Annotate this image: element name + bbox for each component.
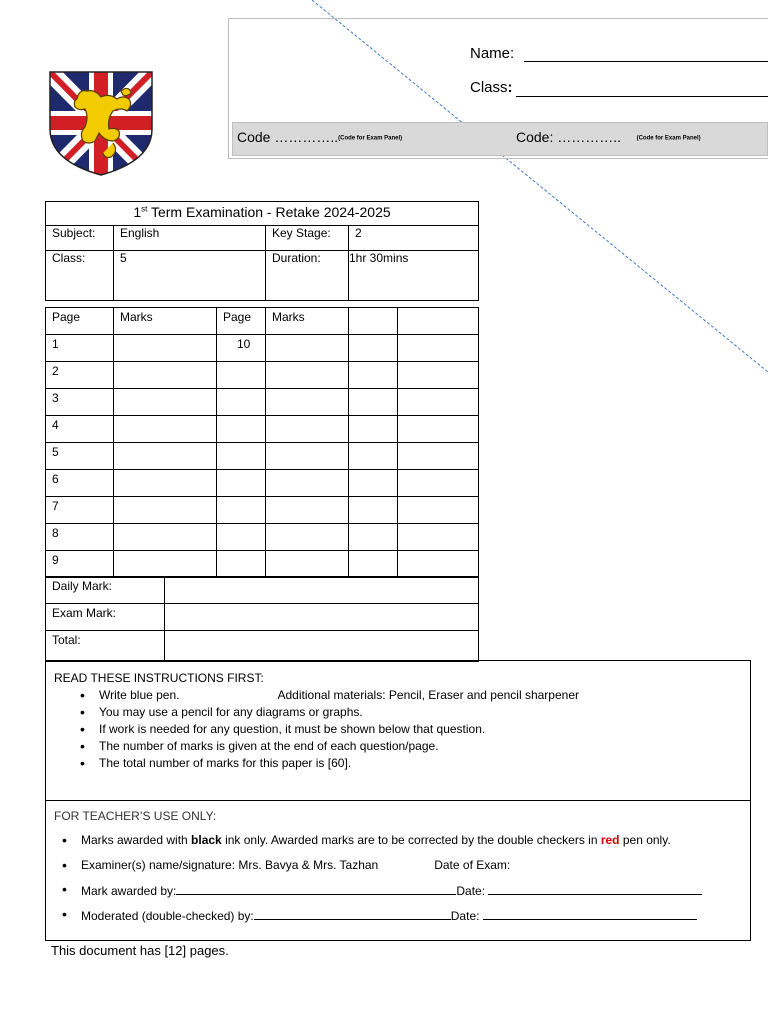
class-label: Class: bbox=[46, 251, 114, 301]
page-cell: 8 bbox=[46, 524, 114, 551]
blank-cell bbox=[398, 335, 479, 362]
subject-value: English bbox=[114, 226, 266, 251]
code-field-left: Code …………..(Code for Exam Panel) bbox=[237, 129, 403, 145]
page-cell: 6 bbox=[46, 470, 114, 497]
list-item: • Examiner(s) name/signature: Mrs. Bavya & Mrs. Tazhan Date of Exam: bbox=[56, 858, 702, 883]
mark-awarded-by-field[interactable] bbox=[176, 882, 456, 895]
moderated-by-field[interactable] bbox=[254, 907, 451, 920]
table-row bbox=[46, 551, 479, 578]
page-count-note: This document has [12] pages. bbox=[51, 943, 229, 958]
marks-table bbox=[45, 307, 479, 578]
total-label: Total: bbox=[46, 631, 165, 662]
instructions-list bbox=[74, 688, 579, 773]
marks-cell[interactable] bbox=[266, 362, 349, 389]
col-header-marks: Marks bbox=[114, 308, 217, 335]
class-value: 5 bbox=[114, 251, 266, 301]
table-row bbox=[46, 362, 479, 389]
list-item: • You may use a pencil for any diagrams or graphs. bbox=[74, 705, 579, 722]
blank-cell bbox=[349, 389, 398, 416]
page-cell: 2 bbox=[46, 362, 114, 389]
table-row bbox=[46, 443, 479, 470]
marks-cell[interactable] bbox=[114, 443, 217, 470]
duration-label: Duration: bbox=[266, 251, 349, 301]
date-field[interactable] bbox=[483, 907, 697, 920]
page-cell: 7 bbox=[46, 497, 114, 524]
marks-cell[interactable] bbox=[114, 551, 217, 578]
page-cell: 1 bbox=[46, 335, 114, 362]
page-cell bbox=[217, 389, 266, 416]
school-crest-icon bbox=[49, 71, 153, 176]
marks-cell[interactable] bbox=[266, 497, 349, 524]
blank-cell bbox=[398, 362, 479, 389]
marks-cell[interactable] bbox=[114, 416, 217, 443]
teacher-use-box bbox=[45, 800, 751, 941]
blank-cell bbox=[349, 524, 398, 551]
list-item: • Moderated (double-checked) by: Date: bbox=[56, 907, 702, 932]
blank-cell bbox=[398, 470, 479, 497]
list-item: • Marks awarded with black ink only. Awarded marks are to be corrected by the double checkers in red pen only. bbox=[56, 833, 702, 858]
blank-cell bbox=[349, 416, 398, 443]
col-header-blank bbox=[349, 308, 398, 335]
daily-mark-cell[interactable] bbox=[165, 577, 479, 604]
marks-cell[interactable] bbox=[114, 470, 217, 497]
page-cell: 3 bbox=[46, 389, 114, 416]
page-cell bbox=[217, 362, 266, 389]
blank-cell bbox=[349, 362, 398, 389]
marks-cell[interactable] bbox=[266, 551, 349, 578]
marks-cell[interactable] bbox=[266, 470, 349, 497]
marks-cell[interactable] bbox=[114, 389, 217, 416]
keystage-label: Key Stage: bbox=[266, 226, 349, 251]
marks-cell[interactable] bbox=[114, 497, 217, 524]
blank-cell bbox=[398, 551, 479, 578]
page-cell: 10 bbox=[217, 335, 266, 362]
exam-mark-cell[interactable] bbox=[165, 604, 479, 631]
table-row bbox=[46, 524, 479, 551]
date-field[interactable] bbox=[488, 882, 702, 895]
col-header-page: Page bbox=[46, 308, 114, 335]
exam-title: 1st Term Examination - Retake 2024-2025 bbox=[46, 202, 479, 226]
blank-cell bbox=[398, 443, 479, 470]
instructions-box bbox=[45, 660, 751, 801]
name-label: Name: bbox=[470, 45, 515, 62]
table-row bbox=[46, 335, 479, 362]
blank-cell bbox=[349, 443, 398, 470]
table-row bbox=[46, 389, 479, 416]
duration-value: 1hr 30mins bbox=[349, 251, 479, 301]
list-item: • Write blue pen. Additional materials: Pencil, Eraser and pencil sharpener bbox=[74, 688, 579, 705]
exam-mark-label: Exam Mark: bbox=[46, 604, 165, 631]
page-cell bbox=[217, 497, 266, 524]
daily-mark-label: Daily Mark: bbox=[46, 577, 165, 604]
page-cell bbox=[217, 551, 266, 578]
teacher-list bbox=[56, 833, 702, 931]
page-cell: 5 bbox=[46, 443, 114, 470]
page-cell bbox=[217, 443, 266, 470]
exam-info-table bbox=[45, 201, 479, 301]
marks-cell[interactable] bbox=[114, 362, 217, 389]
marks-cell[interactable] bbox=[266, 443, 349, 470]
marks-cell[interactable] bbox=[266, 335, 349, 362]
page-cell bbox=[217, 524, 266, 551]
blank-cell bbox=[349, 470, 398, 497]
col-header-blank bbox=[398, 308, 479, 335]
blank-cell bbox=[349, 497, 398, 524]
totals-table bbox=[45, 576, 479, 662]
list-item: • The total number of marks for this paper is [60]. bbox=[74, 756, 579, 773]
blank-cell bbox=[349, 335, 398, 362]
class-label: Class: bbox=[470, 79, 513, 96]
teacher-heading: FOR TEACHER’S USE ONLY: bbox=[54, 809, 217, 823]
blank-cell bbox=[398, 416, 479, 443]
blank-cell bbox=[398, 497, 479, 524]
instructions-heading: READ THESE INSTRUCTIONS FIRST: bbox=[54, 671, 264, 685]
blank-cell bbox=[398, 524, 479, 551]
code-field-right: Code: ………….. (Code for Exam Panel) bbox=[516, 129, 701, 145]
subject-label: Subject: bbox=[46, 226, 114, 251]
list-item: • The number of marks is given at the end of each question/page. bbox=[74, 739, 579, 756]
list-item: • Mark awarded by: Date: bbox=[56, 882, 702, 907]
col-header-page: Page bbox=[217, 308, 266, 335]
page-cell: 9 bbox=[46, 551, 114, 578]
marks-cell[interactable] bbox=[114, 524, 217, 551]
page-cell bbox=[217, 416, 266, 443]
blank-cell bbox=[349, 551, 398, 578]
class-field[interactable] bbox=[516, 96, 768, 97]
blank-cell bbox=[398, 389, 479, 416]
name-field[interactable] bbox=[524, 61, 768, 62]
total-cell[interactable] bbox=[165, 631, 479, 662]
list-item: • If work is needed for any question, it must be shown below that question. bbox=[74, 722, 579, 739]
table-row bbox=[46, 497, 479, 524]
col-header-marks: Marks bbox=[266, 308, 349, 335]
marks-cell[interactable] bbox=[114, 335, 217, 362]
page-cell: 4 bbox=[46, 416, 114, 443]
keystage-value: 2 bbox=[349, 226, 479, 251]
marks-cell[interactable] bbox=[266, 416, 349, 443]
marks-cell[interactable] bbox=[266, 389, 349, 416]
page-cell bbox=[217, 470, 266, 497]
table-row bbox=[46, 470, 479, 497]
table-row bbox=[46, 416, 479, 443]
marks-cell[interactable] bbox=[266, 524, 349, 551]
